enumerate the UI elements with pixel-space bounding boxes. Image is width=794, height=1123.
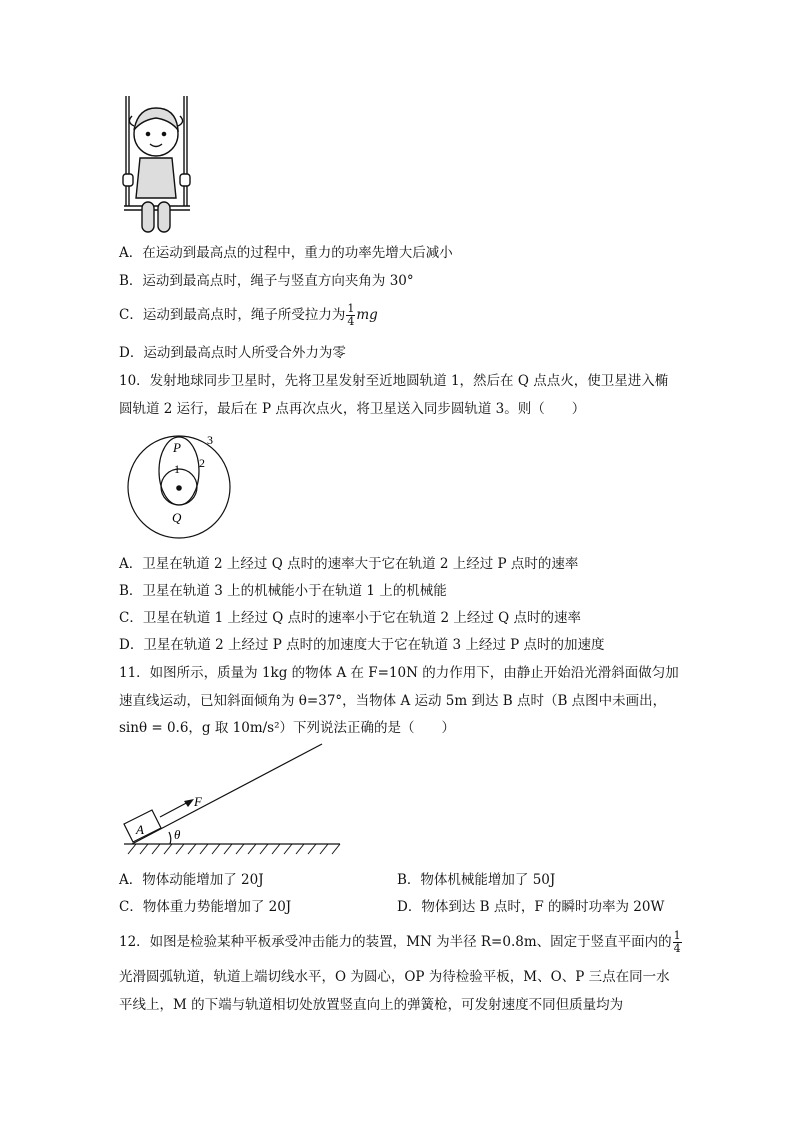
q11-option-a: A．物体动能增加了 20J	[119, 872, 264, 888]
q9-option-a: A．在运动到最高点的过程中，重力的功率先增大后减小	[119, 245, 453, 261]
fraction: $\frac{1}{4}$	[347, 302, 355, 328]
q11-option-b: B．物体机械能增加了 50J	[397, 872, 556, 888]
q12-stem-line-1	[119, 930, 683, 955]
q9-option-c-unit: mg	[356, 307, 378, 323]
q12-stem-line-3: 平线上，M 的下端与轨道相切处放置竖直向上的弹簧枪，可发射速度不同但质量均为	[119, 997, 624, 1013]
fraction: $\frac{1}{4}$	[673, 929, 681, 955]
label-2: 2	[199, 456, 205, 470]
label-a: A	[136, 822, 144, 837]
label-q: Q	[172, 510, 182, 525]
q10-stem-line-2: 圆轨道 2 运行，最后在 P 点再次点火，将卫星送入同步圆轨道 3。则（ ）	[119, 401, 586, 417]
q10-option-a: A．卫星在轨道 2 上经过 Q 点时的速率大于它在轨道 2 上经过 P 点时的速率	[119, 556, 579, 572]
q9-option-d: D．运动到最高点时人所受合外力为零	[119, 345, 346, 361]
q11-stem-line-3: sinθ = 0.6，g 取 10m/s²）下列说法正确的是（ ）	[119, 720, 456, 736]
q9-option-c-text: C．运动到最高点时，绳子所受拉力为	[119, 307, 346, 323]
q10-stem-line-1: 10．发射地球同步卫星时，先将卫星发射至近地圆轨道 1，然后在 Q 点点火，使卫星进入椭	[119, 373, 669, 389]
q9-option-b: B．运动到最高点时，绳子与竖直方向夹角为 30°	[119, 273, 414, 289]
label-theta: θ	[174, 827, 181, 842]
q9-option-c	[119, 303, 378, 328]
q11-stem-line-1: 11．如图所示，质量为 1kg 的物体 A 在 F=10N 的力作用下，由静止开始沿光滑斜面做匀加	[119, 665, 679, 681]
q10-option-d: D．卫星在轨道 2 上经过 P 点时的加速度大于它在轨道 3 上经过 P 点时的加速度	[119, 637, 605, 653]
q10-option-b: B．卫星在轨道 3 上的机械能小于在轨道 1 上的机械能	[119, 583, 447, 599]
q10-option-c: C．卫星在轨道 1 上经过 Q 点时的速率小于它在轨道 2 上经过 Q 点时的速率	[119, 610, 581, 626]
label-1: 1	[174, 462, 180, 476]
incline-diagram	[118, 742, 346, 860]
q12-stem-line-1-text: 12．如图是检验某种平板承受冲击能力的装置，MN 为半径 R=0.8m、固定于竖直平面内的	[119, 934, 672, 950]
orbit-diagram	[124, 430, 236, 540]
q11-stem-line-2: 速直线运动，已知斜面倾角为 θ=37°，当物体 A 运动 5m 到达 B 点时（B 点图中未画出，	[119, 693, 667, 709]
q12-stem-line-2: 光滑圆弧轨道，轨道上端切线水平，O 为圆心，OP 为待检验平板，M、O、P 三点在同一水	[119, 969, 670, 985]
q11-option-d: D．物体到达 B 点时，F 的瞬时功率为 20W	[397, 899, 665, 915]
label-p: P	[173, 440, 181, 455]
q11-option-c: C．物体重力势能增加了 20J	[119, 899, 292, 915]
label-f: F	[194, 794, 202, 809]
swing-girl-figure	[118, 94, 198, 236]
label-3: 3	[207, 433, 213, 447]
